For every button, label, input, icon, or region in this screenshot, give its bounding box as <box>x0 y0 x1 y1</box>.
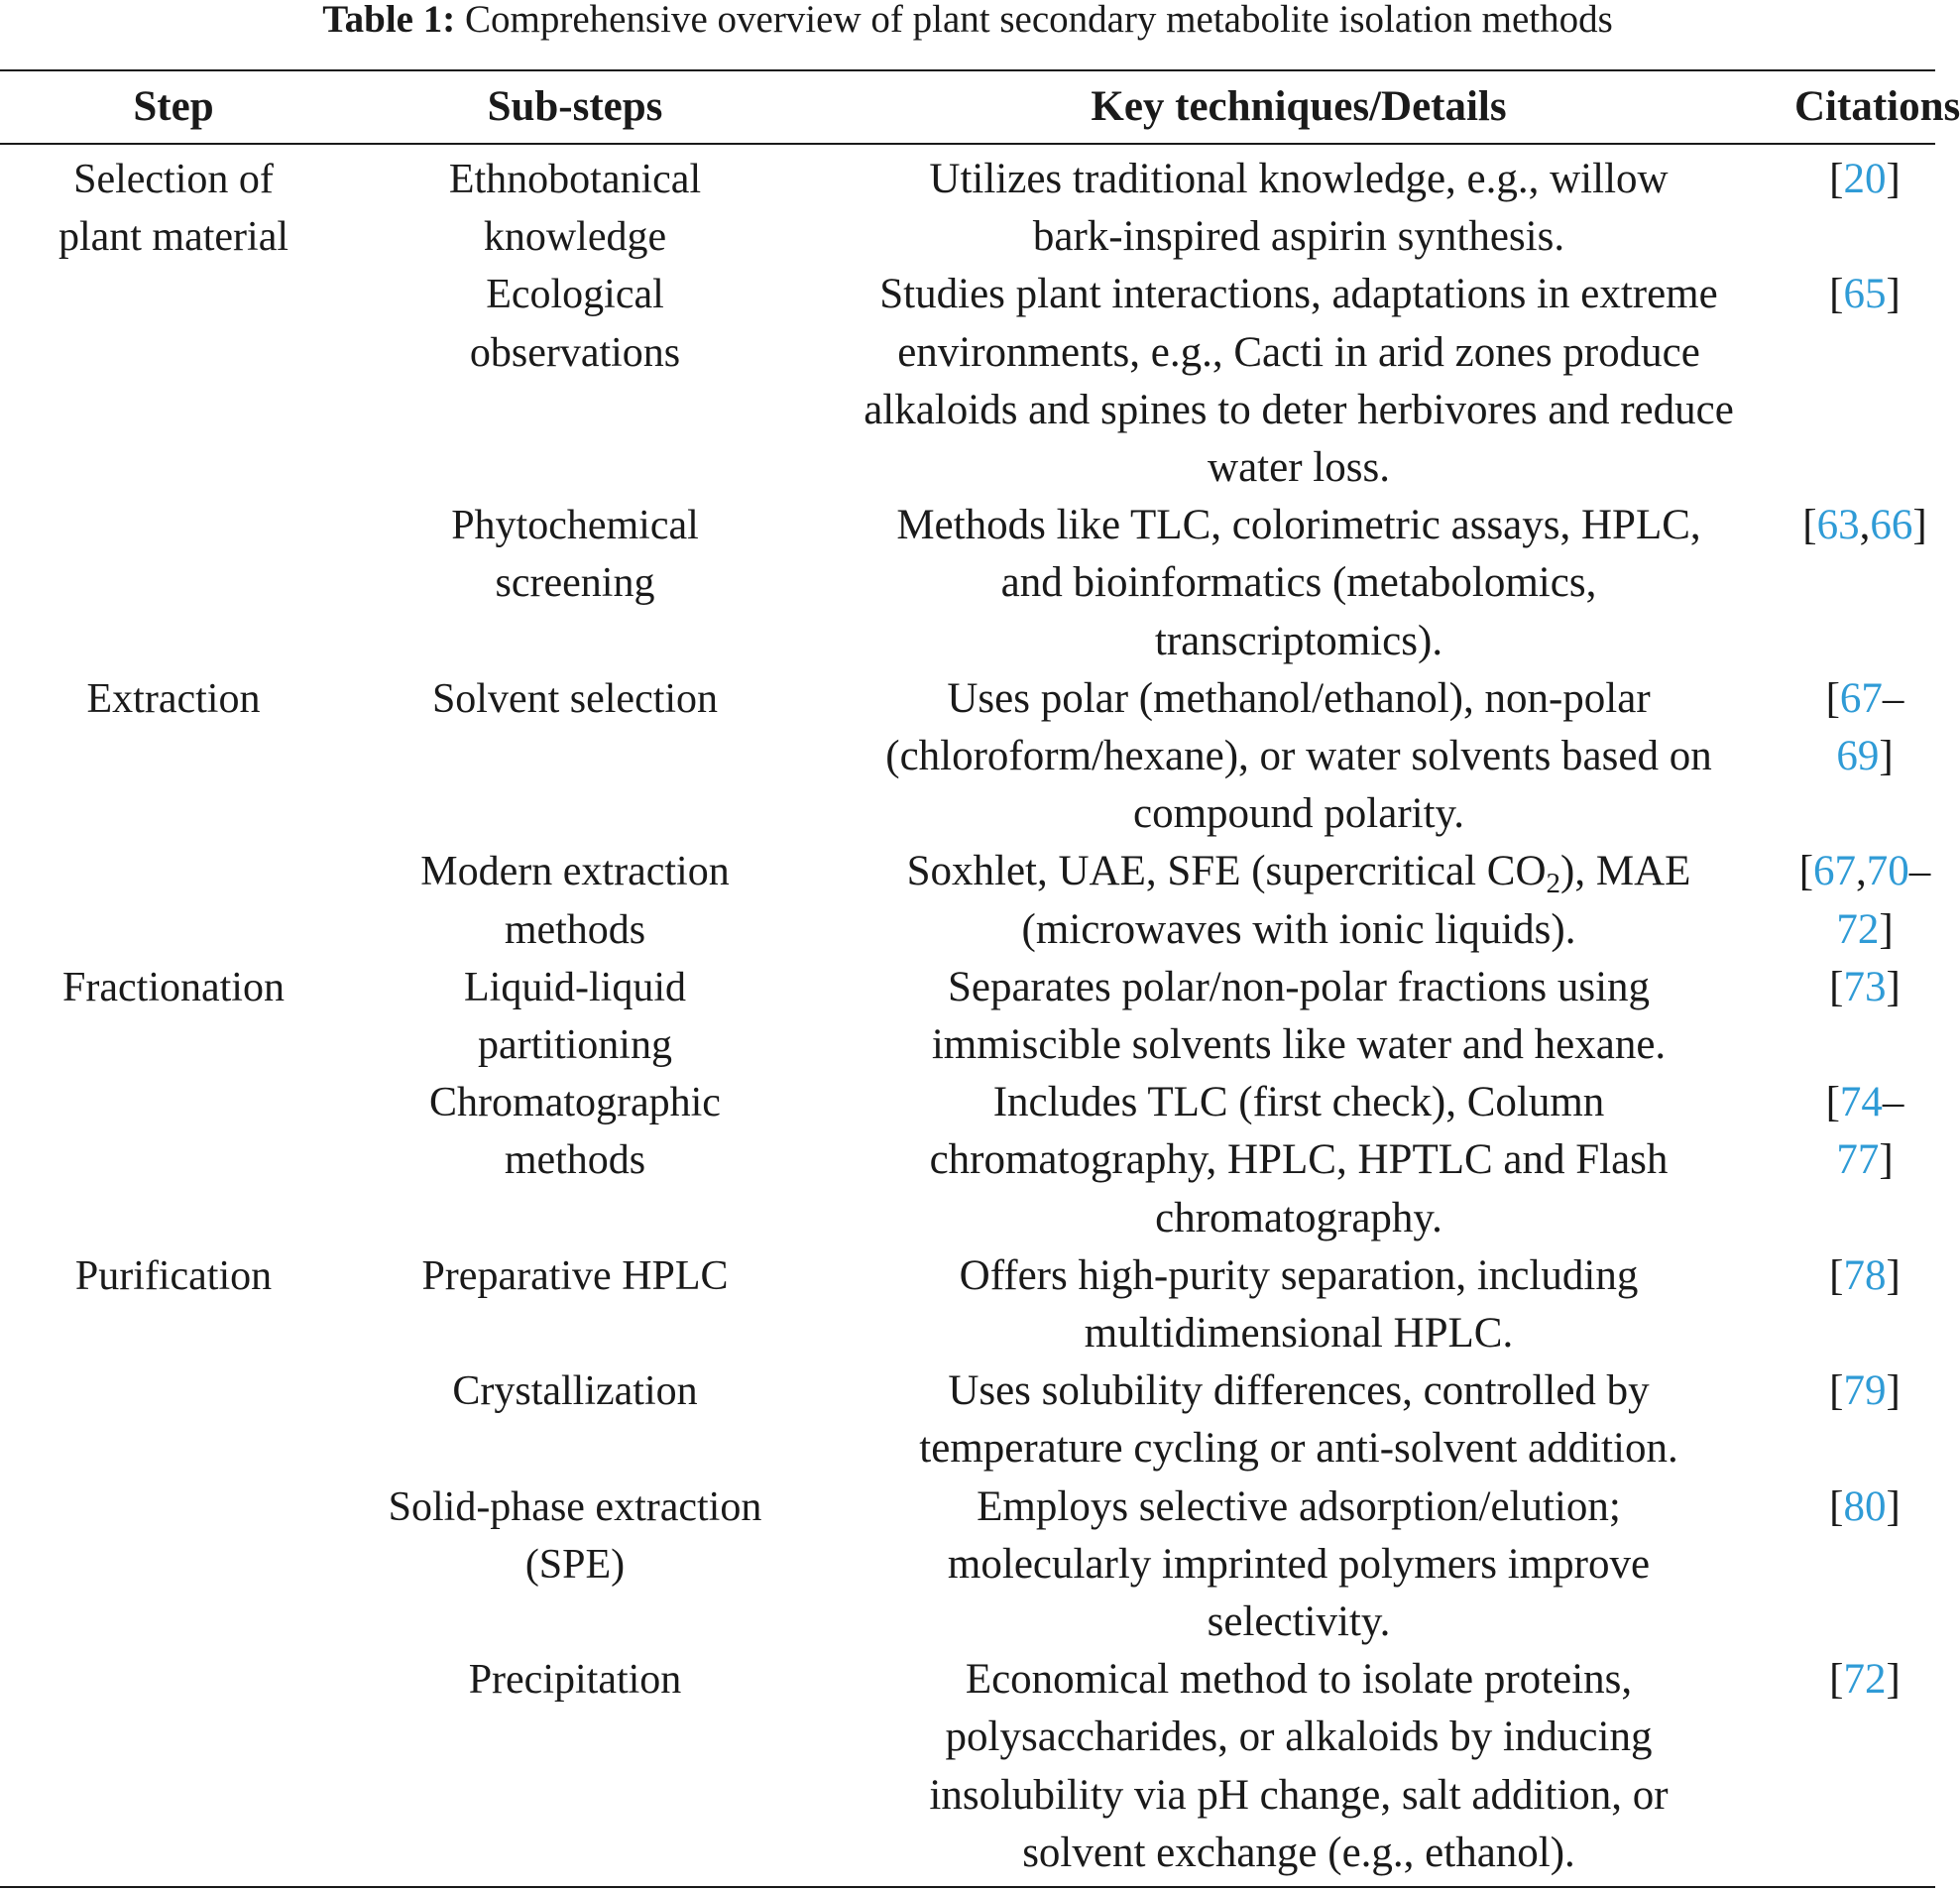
cell-citation: [63,66] <box>1802 502 1927 549</box>
cell-citation: [67,70– 72] <box>1798 848 1931 953</box>
cell-substep <box>347 1074 803 1247</box>
cell-citation <box>1794 1362 1935 1477</box>
table-row <box>0 843 1935 958</box>
citation-link[interactable]: 72 <box>1843 1656 1887 1704</box>
substep-text: Solid-phase extraction (SPE) <box>388 1483 762 1588</box>
cell-step <box>0 266 347 497</box>
cit-close: ] <box>1886 963 1901 1010</box>
citation-link[interactable]: 74 <box>1839 1079 1883 1126</box>
caption-label: Table 1: <box>322 0 456 41</box>
header-citations: Citations <box>1794 83 1960 130</box>
cell-substep <box>347 1478 803 1652</box>
key-text: Includes TLC (first check), Column chromatography, HPLC, HPTLC and Flash chromatography. <box>929 1079 1669 1241</box>
cit-close: ] <box>1886 156 1901 202</box>
cell-citation <box>1794 1651 1935 1887</box>
key-text: Uses polar (methanol/ethanol), non-polar (chloroform/hexane), or water solvents based on compound polarity. <box>885 674 1712 838</box>
cit-close: ] <box>1886 271 1901 318</box>
table-row <box>0 266 1935 497</box>
cell-citation <box>1794 1247 1935 1362</box>
key-text: Methods like TLC, colorimetric assays, HPLC, and bioinformatics (metabolomics, transcriptomics). <box>896 502 1701 664</box>
cit-open: [ <box>1798 848 1814 895</box>
substep-text: Solvent selection <box>431 675 719 722</box>
cell-key <box>803 670 1794 844</box>
key-text-post: ), MAE (microwaves with ionic liquids). <box>1021 848 1691 953</box>
citation-link[interactable]: 78 <box>1843 1251 1887 1299</box>
cell-citation <box>1794 144 1935 266</box>
cell-step <box>0 843 347 958</box>
key-text-pre: Soxhlet, UAE, SFE (supercritical CO <box>906 848 1547 895</box>
cell-citation <box>1794 1478 1935 1652</box>
step-text: Selection of plant material <box>58 157 289 261</box>
cell-key <box>803 1362 1794 1477</box>
citation-link[interactable]: 63 <box>1816 502 1860 549</box>
cit-close: ] <box>1886 1251 1901 1299</box>
cell-key <box>803 266 1794 497</box>
cell-step <box>0 670 347 844</box>
substep-text: Phytochemical screening <box>451 503 699 607</box>
cell-substep <box>347 1362 803 1477</box>
table-row <box>0 144 1935 266</box>
table-row <box>0 1651 1935 1887</box>
key-text: Studies plant interactions, adaptations in extreme environments, e.g., Cacti in arid zones produce alkaloids and spines to deter herbivores and reduce water loss. <box>864 271 1734 492</box>
cell-key <box>803 497 1794 670</box>
substep-text: Ethnobotanical knowledge <box>448 157 702 261</box>
cell-step <box>0 1247 347 1362</box>
key-text: Offers high-purity separation, including multidimensional HPLC. <box>959 1251 1639 1358</box>
citation-link[interactable]: 66 <box>1870 502 1913 549</box>
substep-text: Ecological observations <box>469 272 681 376</box>
cit-close: ] <box>1912 502 1927 549</box>
key-text: Economical method to isolate proteins, polysaccharides, or alkaloids by inducing insolubility via pH change, salt addition, or solvent exchange (e.g., ethanol). <box>929 1656 1669 1876</box>
cit-open: [ <box>1829 271 1844 318</box>
table-row <box>0 1362 1935 1477</box>
cell-substep <box>347 959 803 1074</box>
header-key-techniques: Key techniques/Details <box>1091 83 1507 130</box>
cell-substep <box>347 843 803 958</box>
table-header-row <box>0 70 1935 144</box>
cell-substep <box>347 497 803 670</box>
cell-key <box>803 959 1794 1074</box>
key-text: Employs selective adsorption/elution; molecularly imprinted polymers improve selectivity. <box>947 1482 1651 1646</box>
table-caption <box>0 0 1935 40</box>
substep-text: Crystallization <box>452 1368 698 1415</box>
cell-step <box>0 1362 347 1477</box>
key-text: Utilizes traditional knowledge, e.g., willow bark-inspired aspirin synthesis. <box>929 156 1669 261</box>
cit-close: ] <box>1879 1136 1894 1184</box>
cell-substep <box>347 670 803 844</box>
cit-open: [ <box>1802 502 1817 549</box>
citation-link[interactable]: 72 <box>1836 905 1880 953</box>
cit-open: [ <box>1829 963 1844 1010</box>
cell-step <box>0 1074 347 1247</box>
cell-substep <box>347 266 803 497</box>
cell-step <box>0 959 347 1074</box>
header-step: Step <box>133 83 214 130</box>
table-row <box>0 1074 1935 1247</box>
step-text: Fractionation <box>62 964 285 1010</box>
cell-step <box>0 1478 347 1652</box>
cell-citation <box>1794 266 1935 497</box>
key-text: Separates polar/non-polar fractions using immiscible solvents like water and hexane. <box>931 963 1667 1069</box>
cit-close: ] <box>1886 1482 1901 1530</box>
step-text: Extraction <box>86 675 261 722</box>
substep-text: Precipitation <box>468 1657 682 1704</box>
cit-open: [ <box>1829 156 1844 202</box>
cell-substep <box>347 144 803 266</box>
cell-key <box>803 1478 1794 1652</box>
citation-link[interactable]: 20 <box>1843 156 1887 202</box>
header-substeps: Sub-steps <box>487 83 663 130</box>
cell-key <box>803 843 1794 958</box>
cell-key <box>803 1074 1794 1247</box>
step-text: Purification <box>74 1252 273 1299</box>
key-text-subscript: 2 <box>1546 868 1561 900</box>
cit-open: [ <box>1825 674 1840 722</box>
cit-close: ] <box>1886 1367 1901 1415</box>
citation-link[interactable]: 70 <box>1866 848 1909 895</box>
cell-substep <box>347 1247 803 1362</box>
cell-key <box>803 1651 1794 1887</box>
cit-close: ] <box>1879 733 1894 780</box>
cit-open: [ <box>1829 1482 1844 1530</box>
cit-open: [ <box>1829 1367 1844 1415</box>
table-row <box>0 670 1935 844</box>
cell-step <box>0 1651 347 1887</box>
cell-key <box>803 1247 1794 1362</box>
citation-link[interactable]: 79 <box>1843 1367 1887 1415</box>
substep-text: Chromatographic methods <box>429 1080 721 1184</box>
overview-table <box>0 69 1960 1888</box>
cell-substep <box>347 1651 803 1887</box>
cell-citation: [74– 77] <box>1825 1079 1904 1184</box>
cell-step <box>0 144 347 266</box>
citation-link[interactable]: 73 <box>1843 963 1887 1010</box>
cit-open: [ <box>1829 1251 1844 1299</box>
cell-citation: [67– 69] <box>1825 674 1904 780</box>
table-row <box>0 1247 1935 1362</box>
cit-close: ] <box>1879 905 1894 953</box>
caption-text: Comprehensive overview of plant secondary metabolite isolation methods <box>464 0 1613 41</box>
citation-link[interactable]: 67 <box>1839 674 1883 722</box>
cit-open: [ <box>1829 1656 1844 1704</box>
cit-close: ] <box>1886 1656 1901 1704</box>
cit-open: [ <box>1825 1079 1840 1126</box>
table-row <box>0 959 1935 1074</box>
cell-key <box>803 144 1794 266</box>
substep-text: Liquid-liquid partitioning <box>464 964 686 1069</box>
table-row <box>0 1478 1935 1652</box>
citation-link[interactable]: 65 <box>1843 271 1887 318</box>
key-text <box>872 843 1725 958</box>
citation-link[interactable]: 69 <box>1836 733 1880 780</box>
citation-link[interactable]: 67 <box>1813 848 1857 895</box>
cell-citation <box>1794 959 1935 1074</box>
citation-link[interactable]: 80 <box>1843 1482 1887 1530</box>
substep-text: Modern extraction methods <box>420 849 730 953</box>
substep-text: Preparative HPLC <box>421 1252 729 1299</box>
cell-step <box>0 497 347 670</box>
key-text: Uses solubility differences, controlled by temperature cycling or anti-solvent addition. <box>919 1367 1678 1473</box>
citation-link[interactable]: 77 <box>1836 1136 1880 1184</box>
table-row <box>0 497 1935 670</box>
